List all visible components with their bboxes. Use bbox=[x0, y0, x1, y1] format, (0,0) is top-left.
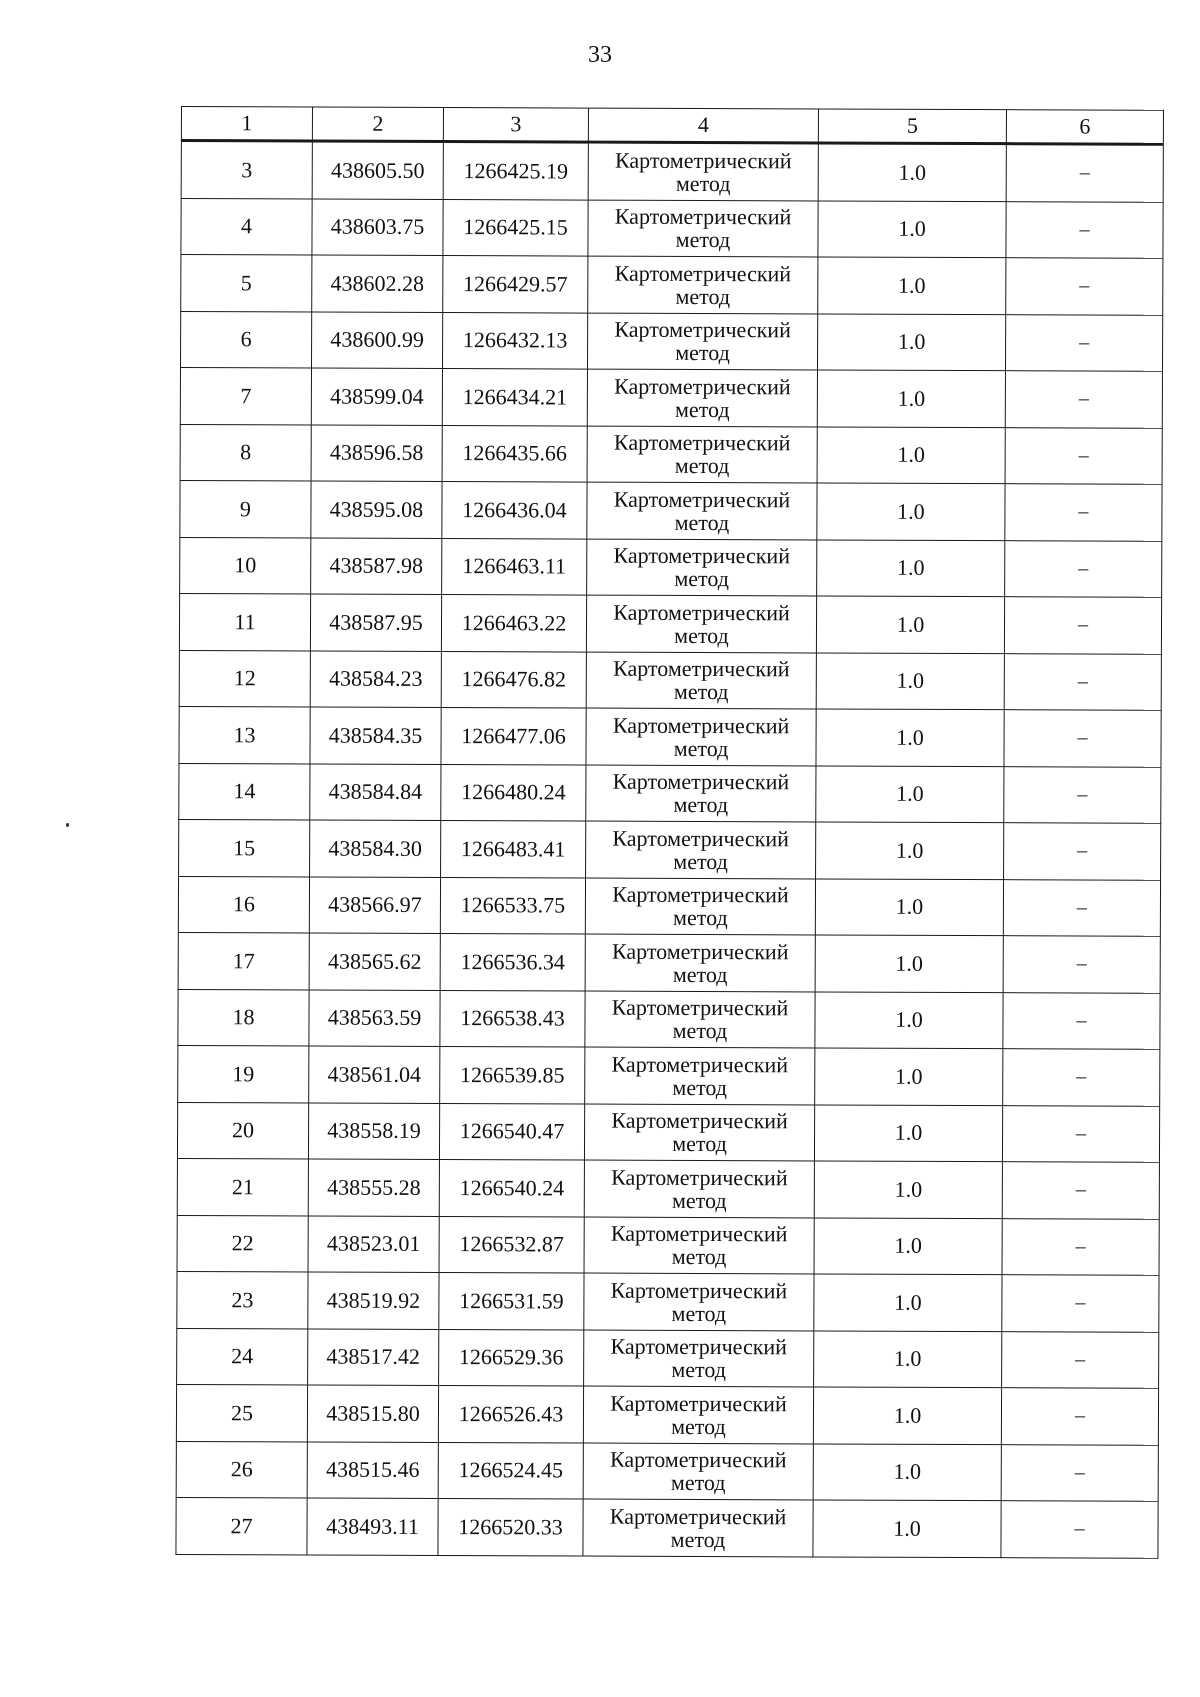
column-header-5: 5 bbox=[818, 109, 1006, 144]
point-number-cell: 8 bbox=[180, 424, 311, 481]
method-line-1: Картометрический bbox=[611, 1107, 788, 1134]
x-coordinate-cell: 438563.59 bbox=[309, 989, 440, 1046]
method-cell bbox=[588, 200, 818, 257]
x-coordinate-cell: 438584.30 bbox=[310, 820, 441, 877]
column-header-1: 1 bbox=[181, 107, 312, 142]
method-line-2: метод bbox=[673, 735, 729, 761]
point-number-cell: 25 bbox=[176, 1384, 307, 1441]
accuracy-cell: 1.0 bbox=[817, 426, 1005, 483]
table-row bbox=[178, 989, 1160, 1049]
y-coordinate-cell: 1266538.43 bbox=[440, 990, 585, 1047]
x-coordinate-cell: 438515.46 bbox=[307, 1441, 438, 1498]
point-number-cell: 6 bbox=[180, 311, 311, 368]
y-coordinate-cell: 1266529.36 bbox=[439, 1329, 584, 1386]
table-row bbox=[180, 368, 1162, 428]
method-line-2: метод bbox=[674, 622, 729, 648]
note-cell: – bbox=[1001, 1388, 1158, 1445]
note-cell: – bbox=[1004, 653, 1161, 710]
x-coordinate-cell: 438605.50 bbox=[312, 141, 443, 199]
note-cell: – bbox=[1002, 1275, 1159, 1332]
table-body bbox=[176, 141, 1163, 1558]
y-coordinate-cell: 1266480.24 bbox=[441, 764, 586, 821]
column-header-6: 6 bbox=[1006, 110, 1163, 145]
accuracy-cell: 1.0 bbox=[815, 1048, 1003, 1105]
table-row bbox=[179, 650, 1161, 710]
accuracy-cell: 1.0 bbox=[816, 652, 1004, 709]
note-cell: – bbox=[1004, 823, 1161, 880]
table-row bbox=[179, 593, 1161, 653]
accuracy-cell: 1.0 bbox=[816, 596, 1004, 653]
method-line-2: метод bbox=[675, 283, 731, 309]
note-cell: – bbox=[1006, 201, 1163, 258]
note-cell: – bbox=[1003, 936, 1160, 993]
method-line-1: Картометрический bbox=[610, 1333, 788, 1360]
x-coordinate-cell: 438493.11 bbox=[307, 1498, 438, 1555]
x-coordinate-cell: 438600.99 bbox=[311, 312, 442, 369]
method-cell bbox=[585, 878, 815, 935]
method-cell bbox=[587, 539, 817, 596]
table-header-row bbox=[181, 107, 1163, 145]
table-row bbox=[176, 1441, 1158, 1501]
accuracy-cell: 1.0 bbox=[814, 1274, 1002, 1331]
y-coordinate-cell: 1266434.21 bbox=[442, 369, 587, 426]
note-cell: – bbox=[1002, 1331, 1159, 1388]
note-cell: – bbox=[1001, 1501, 1158, 1558]
table-row bbox=[176, 1497, 1158, 1557]
accuracy-cell: 1.0 bbox=[818, 143, 1006, 201]
note-cell: – bbox=[1004, 597, 1161, 654]
table-row bbox=[177, 1158, 1159, 1218]
method-line-1: Картометрический bbox=[610, 1277, 788, 1304]
note-cell: – bbox=[1005, 371, 1162, 428]
method-cell bbox=[585, 1047, 815, 1104]
x-coordinate-cell: 438599.04 bbox=[311, 368, 442, 425]
method-line-1: Картометрический bbox=[614, 316, 791, 343]
point-number-cell: 27 bbox=[176, 1497, 307, 1554]
y-coordinate-cell: 1266463.22 bbox=[441, 595, 586, 652]
y-coordinate-cell: 1266540.47 bbox=[439, 1103, 584, 1160]
point-number-cell: 13 bbox=[179, 706, 310, 763]
x-coordinate-cell: 438587.95 bbox=[310, 594, 441, 651]
method-line-2: метод bbox=[672, 1074, 728, 1100]
method-cell bbox=[587, 313, 817, 370]
y-coordinate-cell: 1266533.75 bbox=[440, 877, 585, 934]
method-line-2: метод bbox=[671, 1357, 726, 1383]
method-line-2: метод bbox=[673, 905, 728, 931]
method-cell bbox=[588, 256, 818, 313]
y-coordinate-cell: 1266476.82 bbox=[441, 651, 586, 708]
y-coordinate-cell: 1266432.13 bbox=[442, 312, 587, 369]
point-number-cell: 16 bbox=[178, 876, 309, 933]
table-row bbox=[181, 255, 1163, 315]
table-row bbox=[177, 1328, 1159, 1388]
y-coordinate-cell: 1266483.41 bbox=[441, 821, 586, 878]
point-number-cell: 10 bbox=[180, 537, 311, 594]
y-coordinate-cell: 1266532.87 bbox=[439, 1216, 584, 1273]
table-row bbox=[177, 1102, 1159, 1162]
x-coordinate-cell: 438603.75 bbox=[312, 199, 443, 256]
accuracy-cell: 1.0 bbox=[813, 1500, 1001, 1557]
accuracy-cell: 1.0 bbox=[818, 200, 1006, 257]
accuracy-cell: 1.0 bbox=[816, 822, 1004, 879]
note-cell: – bbox=[1006, 144, 1163, 202]
accuracy-cell: 1.0 bbox=[814, 1161, 1002, 1218]
x-coordinate-cell: 438602.28 bbox=[312, 255, 443, 312]
scan-speck bbox=[66, 823, 69, 827]
method-line-1: Картометрический bbox=[612, 825, 789, 852]
method-line-2: метод bbox=[674, 509, 730, 535]
accuracy-cell: 1.0 bbox=[814, 1104, 1002, 1161]
table-row bbox=[181, 141, 1163, 202]
accuracy-cell: 1.0 bbox=[814, 1217, 1002, 1274]
note-cell: – bbox=[1004, 766, 1161, 823]
method-line-2: метод bbox=[672, 1018, 728, 1044]
method-cell bbox=[586, 595, 816, 652]
note-cell: – bbox=[1005, 427, 1162, 484]
accuracy-cell: 1.0 bbox=[815, 991, 1003, 1048]
method-cell bbox=[583, 1499, 813, 1556]
note-cell: – bbox=[1001, 1444, 1158, 1501]
method-line-1: Картометрический bbox=[610, 1220, 788, 1247]
x-coordinate-cell: 438584.23 bbox=[310, 651, 441, 708]
method-line-1: Картометрический bbox=[613, 429, 791, 456]
point-number-cell: 7 bbox=[180, 368, 311, 425]
point-number-cell: 9 bbox=[180, 480, 311, 537]
method-line-2: метод bbox=[673, 679, 729, 705]
y-coordinate-cell: 1266539.85 bbox=[440, 1047, 585, 1104]
y-coordinate-cell: 1266526.43 bbox=[438, 1385, 583, 1442]
y-coordinate-cell: 1266536.34 bbox=[440, 934, 585, 991]
point-number-cell: 20 bbox=[177, 1102, 308, 1159]
point-number-cell: 18 bbox=[178, 989, 309, 1046]
method-line-1: Картометрический bbox=[614, 147, 792, 174]
method-line-1: Картометрический bbox=[614, 373, 791, 400]
x-coordinate-cell: 438596.58 bbox=[311, 425, 442, 482]
accuracy-cell: 1.0 bbox=[817, 313, 1005, 370]
accuracy-cell: 1.0 bbox=[817, 483, 1005, 540]
note-cell: – bbox=[1003, 992, 1160, 1049]
method-cell bbox=[587, 482, 817, 539]
note-cell: – bbox=[1002, 1218, 1159, 1275]
point-number-cell: 4 bbox=[181, 198, 312, 255]
x-coordinate-cell: 438584.35 bbox=[310, 707, 441, 764]
point-number-cell: 14 bbox=[179, 763, 310, 820]
table-row bbox=[177, 1215, 1159, 1275]
column-header-4: 4 bbox=[588, 108, 818, 143]
method-line-2: метод bbox=[671, 1187, 727, 1213]
point-number-cell: 17 bbox=[178, 932, 309, 989]
method-line-1: Картометрический bbox=[614, 203, 792, 230]
method-line-2: метод bbox=[673, 792, 729, 818]
method-cell bbox=[585, 934, 815, 991]
y-coordinate-cell: 1266520.33 bbox=[438, 1498, 583, 1555]
method-cell bbox=[587, 426, 817, 483]
point-number-cell: 3 bbox=[181, 141, 312, 199]
point-number-cell: 19 bbox=[178, 1045, 309, 1102]
y-coordinate-cell: 1266477.06 bbox=[441, 708, 586, 765]
x-coordinate-cell: 438561.04 bbox=[309, 1046, 440, 1103]
y-coordinate-cell: 1266540.24 bbox=[439, 1160, 584, 1217]
method-line-1: Картометрический bbox=[613, 655, 790, 682]
method-cell bbox=[584, 1273, 814, 1330]
point-number-cell: 11 bbox=[179, 593, 310, 650]
table-row bbox=[178, 876, 1160, 936]
method-line-2: метод bbox=[674, 453, 730, 479]
method-line-2: метод bbox=[671, 1413, 726, 1439]
method-line-2: метод bbox=[674, 396, 730, 422]
x-coordinate-cell: 438566.97 bbox=[309, 876, 440, 933]
method-cell bbox=[586, 652, 816, 709]
method-line-2: метод bbox=[672, 1131, 727, 1157]
method-line-2: метод bbox=[672, 961, 728, 987]
point-number-cell: 15 bbox=[179, 819, 310, 876]
note-cell: – bbox=[1002, 1105, 1159, 1162]
y-coordinate-cell: 1266531.59 bbox=[439, 1272, 584, 1329]
table-row bbox=[179, 763, 1161, 823]
method-cell bbox=[587, 369, 817, 426]
method-line-1: Картометрический bbox=[612, 768, 790, 795]
note-cell: – bbox=[1003, 1049, 1160, 1106]
x-coordinate-cell: 438558.19 bbox=[308, 1102, 439, 1159]
method-line-1: Картометрический bbox=[611, 1164, 788, 1191]
accuracy-cell: 1.0 bbox=[816, 765, 1004, 822]
table-row bbox=[178, 932, 1160, 992]
method-line-2: метод bbox=[675, 227, 731, 253]
note-cell: – bbox=[1002, 1162, 1159, 1219]
table-row bbox=[179, 706, 1161, 766]
y-coordinate-cell: 1266425.15 bbox=[443, 199, 588, 256]
method-line-1: Картометрический bbox=[612, 881, 789, 908]
method-line-2: метод bbox=[671, 1244, 727, 1270]
page-number: 33 bbox=[588, 42, 612, 68]
table-row bbox=[180, 480, 1162, 540]
method-cell bbox=[583, 1443, 813, 1500]
accuracy-cell: 1.0 bbox=[817, 370, 1005, 427]
method-line-1: Картометрический bbox=[610, 1446, 787, 1473]
method-line-1: Картометрический bbox=[614, 260, 792, 287]
coordinates-table bbox=[175, 106, 1164, 1558]
x-coordinate-cell: 438565.62 bbox=[309, 933, 440, 990]
point-number-cell: 5 bbox=[181, 255, 312, 312]
accuracy-cell: 1.0 bbox=[815, 878, 1003, 935]
method-cell bbox=[583, 1386, 813, 1443]
method-line-1: Картометрический bbox=[613, 599, 790, 626]
method-line-1: Картометрический bbox=[611, 994, 789, 1021]
table-row bbox=[180, 311, 1162, 371]
note-cell: – bbox=[1006, 258, 1163, 315]
method-line-2: метод bbox=[671, 1300, 727, 1326]
y-coordinate-cell: 1266435.66 bbox=[442, 425, 587, 482]
method-line-2: метод bbox=[670, 1470, 726, 1496]
x-coordinate-cell: 438523.01 bbox=[308, 1215, 439, 1272]
table-row bbox=[177, 1271, 1159, 1331]
table-row bbox=[180, 424, 1162, 484]
method-line-1: Картометрический bbox=[610, 1390, 787, 1417]
method-cell bbox=[586, 821, 816, 878]
point-number-cell: 23 bbox=[177, 1271, 308, 1328]
column-header-2: 2 bbox=[312, 107, 443, 142]
table-row bbox=[180, 537, 1162, 597]
y-coordinate-cell: 1266463.11 bbox=[442, 538, 587, 595]
x-coordinate-cell: 438555.28 bbox=[308, 1159, 439, 1216]
method-line-1: Картометрический bbox=[613, 542, 791, 569]
method-cell bbox=[585, 991, 815, 1048]
accuracy-cell: 1.0 bbox=[813, 1387, 1001, 1444]
note-cell: – bbox=[1005, 540, 1162, 597]
note-cell: – bbox=[1005, 484, 1162, 541]
method-line-2: метод bbox=[673, 848, 728, 874]
point-number-cell: 21 bbox=[177, 1158, 308, 1215]
note-cell: – bbox=[1004, 710, 1161, 767]
point-number-cell: 26 bbox=[176, 1441, 307, 1498]
accuracy-cell: 1.0 bbox=[814, 1330, 1002, 1387]
method-cell bbox=[586, 708, 816, 765]
method-line-2: метод bbox=[675, 340, 730, 366]
table-row bbox=[181, 198, 1163, 258]
accuracy-cell: 1.0 bbox=[816, 709, 1004, 766]
point-number-cell: 12 bbox=[179, 650, 310, 707]
accuracy-cell: 1.0 bbox=[815, 935, 1003, 992]
table-row bbox=[176, 1384, 1158, 1444]
y-coordinate-cell: 1266425.19 bbox=[443, 142, 588, 200]
x-coordinate-cell: 438519.92 bbox=[308, 1272, 439, 1329]
x-coordinate-cell: 438587.98 bbox=[311, 538, 442, 595]
note-cell: – bbox=[1005, 314, 1162, 371]
method-line-1: Картометрический bbox=[612, 712, 790, 739]
column-header-3: 3 bbox=[443, 108, 588, 143]
method-line-1: Картометрический bbox=[613, 486, 791, 513]
y-coordinate-cell: 1266436.04 bbox=[442, 482, 587, 539]
table-row bbox=[179, 819, 1161, 879]
accuracy-cell: 1.0 bbox=[818, 257, 1006, 314]
method-cell bbox=[588, 142, 818, 200]
x-coordinate-cell: 438515.80 bbox=[307, 1385, 438, 1442]
method-line-2: метод bbox=[674, 566, 730, 592]
note-cell: – bbox=[1003, 879, 1160, 936]
method-cell bbox=[584, 1330, 814, 1387]
table-row bbox=[178, 1045, 1160, 1105]
x-coordinate-cell: 438584.84 bbox=[310, 764, 441, 821]
method-line-2: метод bbox=[670, 1526, 726, 1552]
x-coordinate-cell: 438595.08 bbox=[311, 481, 442, 538]
method-line-1: Картометрический bbox=[611, 1051, 789, 1078]
point-number-cell: 24 bbox=[177, 1328, 308, 1385]
method-line-2: метод bbox=[675, 170, 731, 196]
accuracy-cell: 1.0 bbox=[813, 1443, 1001, 1500]
method-line-1: Картометрический bbox=[611, 938, 789, 965]
y-coordinate-cell: 1266524.45 bbox=[438, 1442, 583, 1499]
method-line-1: Картометрический bbox=[609, 1503, 787, 1530]
accuracy-cell: 1.0 bbox=[817, 539, 1005, 596]
method-cell bbox=[584, 1217, 814, 1274]
x-coordinate-cell: 438517.42 bbox=[308, 1328, 439, 1385]
method-cell bbox=[586, 765, 816, 822]
y-coordinate-cell: 1266429.57 bbox=[443, 256, 588, 313]
method-cell bbox=[584, 1160, 814, 1217]
point-number-cell: 22 bbox=[177, 1215, 308, 1272]
method-cell bbox=[584, 1104, 814, 1161]
